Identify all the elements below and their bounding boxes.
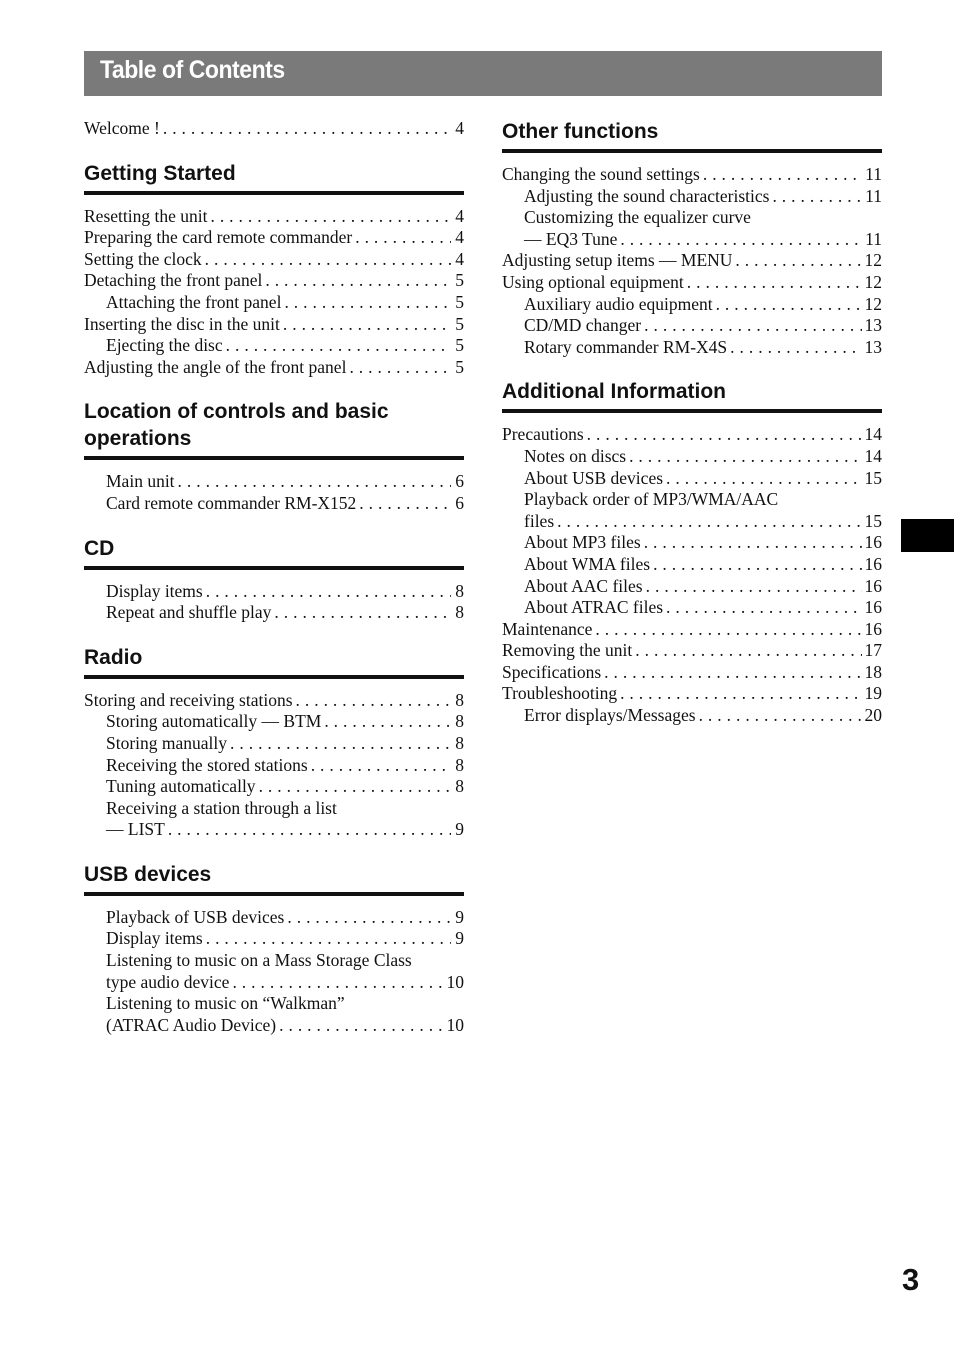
toc-entry-label: Error displays/Messages — [524, 705, 696, 726]
toc-entry[interactable] — [502, 468, 882, 490]
title-bar — [84, 51, 882, 96]
toc-entry-label: Receiving the stored stations — [106, 754, 308, 775]
dot-leader — [604, 662, 861, 684]
toc-entry-page: 19 — [864, 683, 882, 704]
section-heading: USB devices — [84, 861, 464, 896]
section-heading: Additional Information — [502, 378, 882, 413]
toc-entry-page: 5 — [455, 356, 464, 377]
toc-entry-label: Auxiliary audio equipment — [524, 293, 713, 314]
toc-entry-page: 8 — [455, 754, 464, 775]
dot-leader — [279, 1015, 443, 1037]
section-heading: Other functions — [502, 118, 882, 153]
toc-entry-page: 9 — [455, 906, 464, 927]
toc-entry[interactable] — [502, 554, 882, 576]
toc-entry-label: About USB devices — [524, 467, 664, 488]
toc-entry[interactable] — [84, 314, 464, 336]
dot-leader — [230, 733, 451, 755]
toc-section-usb-devices — [84, 861, 464, 1037]
toc-entry[interactable] — [502, 207, 882, 229]
toc-entry-label: Rotary commander RM-X4S — [524, 336, 728, 357]
toc-entry-label: Adjusting the sound characteristics — [524, 185, 770, 206]
toc-entry-page: 12 — [864, 250, 882, 271]
toc-entry-page: 17 — [864, 640, 882, 661]
toc-entry-page: 18 — [864, 661, 882, 682]
section-tab-marker — [901, 519, 954, 552]
dot-leader — [226, 335, 451, 357]
toc-entry[interactable] — [502, 705, 882, 727]
toc-entry-page: 16 — [864, 597, 882, 618]
right-column — [502, 118, 882, 747]
toc-entry-label: type audio device — [106, 971, 230, 992]
toc-entry-label: (ATRAC Audio Device) — [106, 1014, 277, 1035]
toc-entry[interactable] — [84, 690, 464, 712]
toc-entry-label: Precautions — [502, 424, 584, 445]
toc-entry[interactable] — [84, 118, 464, 140]
toc-entry-page: 15 — [864, 510, 882, 531]
toc-entry-label: — EQ3 Tune — [524, 228, 618, 249]
toc-entry-label: Using optional equipment — [502, 271, 684, 292]
toc-entry[interactable] — [84, 776, 464, 798]
toc-entry[interactable] — [84, 581, 464, 603]
toc-entry-label: Customizing the equalizer curve — [524, 207, 751, 228]
dot-leader — [284, 292, 451, 314]
toc-entry[interactable] — [84, 972, 464, 994]
toc-entry[interactable] — [84, 907, 464, 929]
toc-entry[interactable] — [84, 1015, 464, 1037]
page-number: 3 — [902, 1262, 920, 1297]
toc-entry-page: 4 — [455, 248, 464, 269]
dot-leader — [716, 294, 862, 316]
toc-entry[interactable] — [502, 294, 882, 316]
toc-entry[interactable] — [84, 711, 464, 733]
toc-entry-label: Listening to music on a Mass Storage Class — [106, 950, 412, 971]
toc-entry-label: Detaching the front panel — [84, 270, 263, 291]
toc-entry-label: About AAC files — [524, 575, 643, 596]
toc-entry-label: Troubleshooting — [502, 683, 618, 704]
dot-leader — [274, 602, 451, 624]
toc-entry-page: 6 — [455, 471, 464, 492]
toc-entry[interactable] — [84, 471, 464, 493]
toc-entry[interactable] — [502, 489, 882, 511]
toc-entry[interactable] — [502, 337, 882, 359]
dot-leader — [595, 619, 861, 641]
toc-entry-page: 10 — [446, 971, 464, 992]
dot-leader — [730, 337, 861, 359]
toc-entry-label: About ATRAC files — [524, 597, 664, 618]
toc-entry[interactable] — [502, 272, 882, 294]
toc-entry-label: Receiving a station through a list — [106, 797, 337, 818]
toc-entry-page: 8 — [455, 689, 464, 710]
dot-leader — [283, 314, 451, 336]
toc-section-location-of-controls-and-basic-operations — [84, 398, 464, 514]
toc-entry[interactable] — [502, 662, 882, 684]
toc-entry-label: Ejecting the disc — [106, 335, 223, 356]
toc-entry-label: Main unit — [106, 471, 175, 492]
section-heading: Location of controls and basic operations — [84, 398, 464, 460]
toc-entry[interactable] — [84, 993, 464, 1015]
toc-entry-page: 10 — [446, 1014, 464, 1035]
toc-entry-label: Display items — [106, 580, 203, 601]
toc-entry[interactable] — [84, 357, 464, 379]
toc-entry[interactable] — [84, 206, 464, 228]
toc-entry-page: 15 — [864, 467, 882, 488]
toc-section-additional-information — [502, 378, 882, 726]
toc-entry-label: About MP3 files — [524, 532, 641, 553]
dot-leader — [653, 554, 861, 576]
toc-entry[interactable] — [502, 619, 882, 641]
dot-leader — [666, 468, 861, 490]
toc-entry-page: 11 — [865, 228, 882, 249]
section-heading: CD — [84, 535, 464, 570]
page-title: Table of Contents — [100, 56, 285, 84]
toc-entry-page: 16 — [864, 532, 882, 553]
dot-leader — [205, 249, 451, 271]
toc-entry-label: Storing automatically — BTM — [106, 711, 322, 732]
toc-entry-page: 14 — [864, 424, 882, 445]
toc-entry-page: 8 — [455, 732, 464, 753]
toc-entry-label: Preparing the card remote commander — [84, 227, 353, 248]
toc-entry-label: Attaching the front panel — [106, 291, 282, 312]
dot-leader — [620, 229, 862, 251]
toc-entry-label: Welcome ! — [84, 118, 160, 138]
toc-entry[interactable] — [502, 446, 882, 468]
dot-leader — [644, 315, 861, 337]
toc-entry-label: Adjusting setup items — MENU — [502, 250, 733, 271]
toc-entry-page: 9 — [455, 819, 464, 840]
toc-entry-page: 12 — [864, 293, 882, 314]
dot-leader — [644, 532, 862, 554]
dot-leader — [699, 705, 862, 727]
toc-entry[interactable] — [502, 250, 882, 272]
dot-leader — [355, 227, 451, 249]
toc-entry[interactable] — [84, 249, 464, 271]
toc-entry-label: Notes on discs — [524, 445, 627, 466]
toc-section-cd — [84, 535, 464, 624]
dot-leader — [324, 711, 451, 733]
toc-entry-page: 11 — [865, 185, 882, 206]
toc-entry-label: Playback order of MP3/WMA/AAC — [524, 489, 779, 510]
dot-leader — [587, 424, 862, 446]
toc-entry-label: Inserting the disc in the unit — [84, 313, 280, 334]
toc-entry-label: About WMA files — [524, 553, 651, 574]
toc-section-radio — [84, 644, 464, 841]
toc-entry-page: 8 — [455, 776, 464, 797]
toc-entry[interactable] — [84, 950, 464, 972]
toc-entry[interactable] — [84, 335, 464, 357]
toc-entry[interactable] — [84, 292, 464, 314]
toc-entry-page: 8 — [455, 580, 464, 601]
toc-entry-label: Resetting the unit — [84, 205, 208, 226]
dot-leader — [296, 690, 451, 712]
dot-leader — [359, 493, 451, 515]
toc-entry-label: Setting the clock — [84, 248, 202, 269]
toc-section-getting-started — [84, 160, 464, 379]
toc-entry[interactable] — [502, 511, 882, 533]
left-column — [84, 118, 464, 1056]
toc-entry[interactable] — [84, 928, 464, 950]
toc-entry-page: 14 — [864, 445, 882, 466]
toc-entry[interactable] — [502, 186, 882, 208]
toc-entry[interactable] — [502, 532, 882, 554]
dot-leader — [557, 511, 861, 533]
toc-entry-page: 4 — [455, 118, 464, 138]
toc-entry-page: 11 — [865, 164, 882, 184]
toc-entry[interactable] — [84, 227, 464, 249]
toc-entry-page: 12 — [864, 271, 882, 292]
toc-entry-label: CD/MD changer — [524, 315, 642, 336]
toc-entry-page: 13 — [864, 336, 882, 357]
toc-entry[interactable] — [502, 315, 882, 337]
dot-leader — [666, 597, 861, 619]
dot-leader — [735, 250, 861, 272]
toc-entry-page: 4 — [455, 205, 464, 226]
toc-entry-label: Removing the unit — [502, 640, 633, 661]
toc-entry-label: Card remote commander RM-X152 — [106, 492, 357, 513]
toc-entry-label: Maintenance — [502, 618, 593, 639]
toc-entry[interactable] — [84, 755, 464, 777]
toc-entry-page: 20 — [864, 705, 882, 726]
section-heading: Radio — [84, 644, 464, 679]
toc-entry-label: Repeat and shuffle play — [106, 602, 272, 623]
toc-entry-page: 5 — [455, 313, 464, 334]
toc-entry-label: Storing and receiving stations — [84, 689, 293, 710]
dot-leader — [620, 683, 861, 705]
dot-leader — [646, 576, 862, 598]
toc-entry-page: 5 — [455, 270, 464, 291]
dot-leader — [232, 972, 443, 994]
toc-entry-page: 16 — [864, 618, 882, 639]
toc-entry[interactable] — [502, 597, 882, 619]
toc-entry-label: Tuning automatically — [106, 776, 256, 797]
toc-entry[interactable] — [502, 229, 882, 251]
toc-entry-page: 16 — [864, 553, 882, 574]
dot-leader — [206, 928, 451, 950]
toc-entry-page: 4 — [455, 227, 464, 248]
dot-leader — [259, 776, 451, 798]
dot-leader — [265, 270, 451, 292]
section-heading: Getting Started — [84, 160, 464, 195]
toc-entry-page: 8 — [455, 711, 464, 732]
toc-entry[interactable] — [84, 493, 464, 515]
toc-entry[interactable] — [84, 798, 464, 820]
toc-entry-label: Listening to music on “Walkman” — [106, 993, 345, 1014]
dot-leader — [287, 907, 451, 929]
toc-entry-page: 8 — [455, 602, 464, 623]
dot-leader — [168, 819, 451, 841]
toc-entry[interactable] — [84, 733, 464, 755]
toc-entry[interactable] — [502, 576, 882, 598]
toc-entry[interactable] — [84, 819, 464, 841]
dot-leader — [210, 206, 451, 228]
toc-entry[interactable] — [502, 640, 882, 662]
dot-leader — [772, 186, 862, 208]
toc-entry-label: Changing the sound settings — [502, 164, 700, 184]
toc-entry[interactable] — [502, 683, 882, 705]
toc-entry-page: 6 — [455, 492, 464, 513]
dot-leader — [163, 118, 451, 140]
toc-entry-page: 5 — [455, 291, 464, 312]
toc-entry-label: Specifications — [502, 661, 602, 682]
toc-entry-label: Display items — [106, 928, 203, 949]
toc-entry[interactable] — [84, 602, 464, 624]
dot-leader — [206, 581, 451, 603]
dot-leader — [703, 164, 862, 186]
toc-section-other-functions — [502, 118, 882, 358]
toc-entry-page: 9 — [455, 928, 464, 949]
dot-leader — [629, 446, 861, 468]
toc-entry-label: Storing manually — [106, 732, 228, 753]
toc-entry-label: Playback of USB devices — [106, 906, 285, 927]
toc-entry[interactable] — [84, 270, 464, 292]
dot-leader — [349, 357, 451, 379]
dot-leader — [687, 272, 862, 294]
toc-entry-page: 16 — [864, 575, 882, 596]
toc-entry[interactable] — [502, 164, 882, 186]
toc-section-intro — [84, 118, 464, 140]
dot-leader — [178, 471, 451, 493]
toc-entry[interactable] — [502, 424, 882, 446]
toc-entry-label: Adjusting the angle of the front panel — [84, 356, 347, 377]
toc-entry-label: — LIST — [106, 819, 165, 840]
toc-entry-page: 13 — [864, 315, 882, 336]
dot-leader — [311, 755, 451, 777]
toc-entry-label: files — [524, 510, 555, 531]
dot-leader — [635, 640, 861, 662]
toc-entry-page: 5 — [455, 335, 464, 356]
